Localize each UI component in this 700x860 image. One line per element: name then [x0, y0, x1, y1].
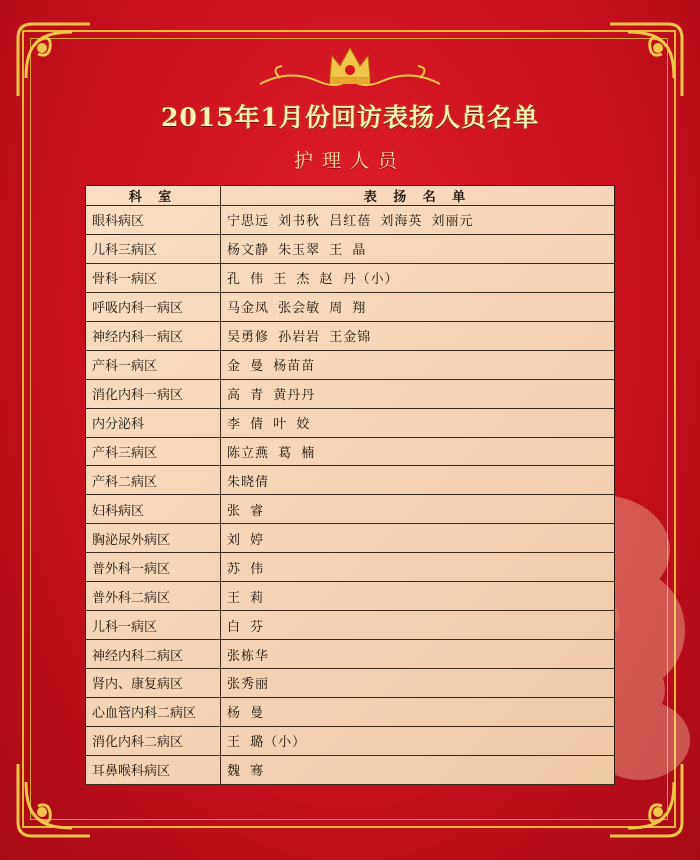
table-row	[86, 726, 615, 755]
table-row	[86, 495, 615, 524]
department-cell: 神经内科二病区	[86, 640, 221, 669]
names-cell: 陈立燕 葛 楠	[221, 437, 615, 466]
names-cell: 吴勇修 孙岩岩 王金锦	[221, 321, 615, 350]
names-cell: 李 倩 叶 姣	[221, 408, 615, 437]
department-cell: 骨科一病区	[86, 263, 221, 292]
names-cell: 张栋华	[221, 640, 615, 669]
corner-ornament-top-right	[604, 18, 688, 102]
department-cell: 耳鼻喉科病区	[86, 755, 221, 784]
table-row	[86, 379, 615, 408]
corner-ornament-top-left	[12, 18, 96, 102]
department-cell: 普外科二病区	[86, 582, 221, 611]
names-cell: 魏 骞	[221, 755, 615, 784]
table-row	[86, 206, 615, 235]
department-cell: 消化内科二病区	[86, 726, 221, 755]
table-row	[86, 755, 615, 784]
table-row	[86, 263, 615, 292]
header-department: 科 室	[86, 186, 221, 206]
names-cell: 杨 曼	[221, 697, 615, 726]
department-cell: 呼吸内科一病区	[86, 292, 221, 321]
department-cell: 内分泌科	[86, 408, 221, 437]
names-cell: 杨文静 朱玉翠 王 晶	[221, 234, 615, 263]
department-cell: 产科二病区	[86, 466, 221, 495]
names-cell: 金 曼 杨苗苗	[221, 350, 615, 379]
table-row	[86, 234, 615, 263]
department-cell: 神经内科一病区	[86, 321, 221, 350]
names-cell: 王 莉	[221, 582, 615, 611]
department-cell: 肾内、康复病区	[86, 669, 221, 698]
names-cell: 孔 伟 王 杰 赵 丹（小）	[221, 263, 615, 292]
department-cell: 儿科三病区	[86, 234, 221, 263]
page-title: 2015年1月份回访表扬人员名单	[161, 103, 539, 132]
table-row	[86, 350, 615, 379]
department-cell: 消化内科一病区	[86, 379, 221, 408]
table-row	[86, 292, 615, 321]
department-cell: 儿科一病区	[86, 611, 221, 640]
names-cell: 宁思远 刘书秋 吕红蓓 刘海英 刘丽元	[221, 206, 615, 235]
department-cell: 眼科病区	[86, 206, 221, 235]
names-cell: 王 璐（小）	[221, 726, 615, 755]
names-cell: 高 青 黄丹丹	[221, 379, 615, 408]
table-row	[86, 553, 615, 582]
header-names: 表 扬 名 单	[221, 186, 615, 206]
table-row	[86, 437, 615, 466]
table-row	[86, 697, 615, 726]
page-subtitle: 护理人员	[293, 150, 406, 172]
department-cell: 产科三病区	[86, 437, 221, 466]
names-cell: 马金凤 张会敏 周 翔	[221, 292, 615, 321]
department-cell: 产科一病区	[86, 350, 221, 379]
table-row	[86, 669, 615, 698]
crown-ornament	[250, 38, 450, 94]
department-cell: 胸泌尿外病区	[86, 524, 221, 553]
department-cell: 心血管内科二病区	[86, 697, 221, 726]
names-cell: 张秀丽	[221, 669, 615, 698]
department-cell: 普外科一病区	[86, 553, 221, 582]
honor-roll-table	[85, 185, 615, 785]
corner-ornament-bottom-left	[12, 758, 96, 842]
table-row	[86, 640, 615, 669]
names-cell: 朱晓倩	[221, 466, 615, 495]
names-cell: 刘 婷	[221, 524, 615, 553]
names-cell: 白 芬	[221, 611, 615, 640]
table-row	[86, 611, 615, 640]
table-header-row	[86, 186, 615, 206]
names-cell: 张 睿	[221, 495, 615, 524]
table-row	[86, 321, 615, 350]
names-cell: 苏 伟	[221, 553, 615, 582]
table-row	[86, 408, 615, 437]
table-row	[86, 524, 615, 553]
table-row	[86, 466, 615, 495]
department-cell: 妇科病区	[86, 495, 221, 524]
table-row	[86, 582, 615, 611]
